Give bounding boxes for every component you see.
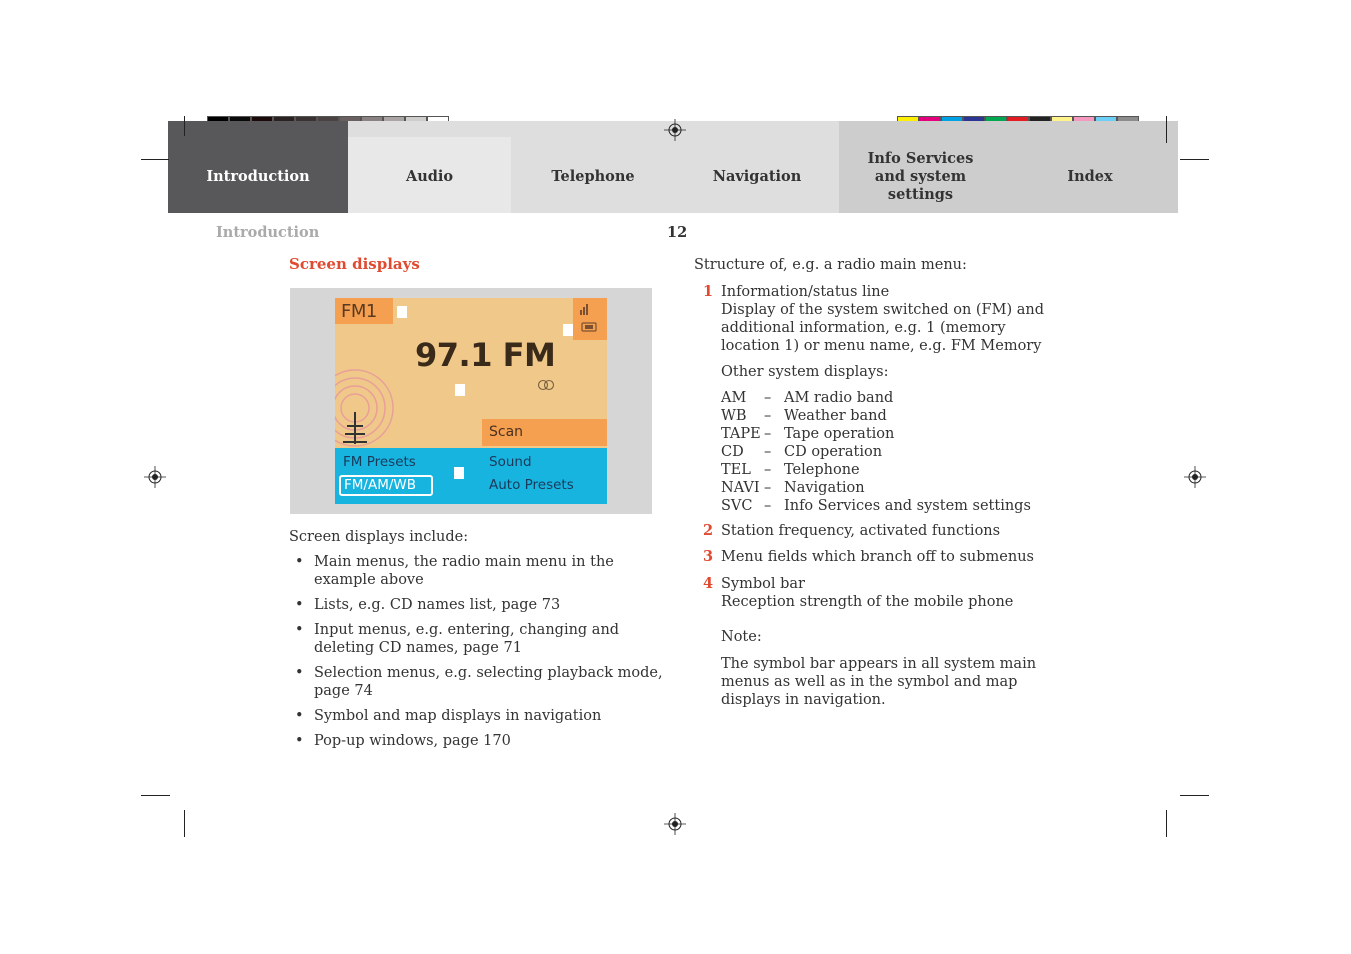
note-label: Note:: [721, 629, 762, 645]
fm-presets-label[interactable]: FM Presets: [343, 454, 416, 470]
screen-displays-list: [289, 553, 669, 757]
system-code: TAPE: [721, 426, 761, 442]
item-3-title: Menu fields which branch off to submenus: [721, 549, 1034, 565]
list-item: • Input menus, e.g. entering, changing and deleting CD names, page 71: [289, 621, 669, 657]
note-text: The symbol bar appears in all system main menus as well as in the symbol and map displays in navigation.: [721, 656, 1037, 708]
callout-marker-4: [563, 324, 573, 336]
system-description: AM radio band: [784, 390, 894, 406]
page-number: 12: [667, 224, 688, 241]
structure-intro: Structure of, e.g. a radio main menu:: [694, 257, 967, 273]
system-code: TEL: [721, 462, 751, 478]
system-code: CD: [721, 444, 744, 460]
tab-telephone-label: Telephone: [551, 168, 635, 185]
list-item: • Symbol and map displays in navigation: [289, 707, 669, 725]
separator-dash: –: [764, 390, 772, 406]
item-number: 1: [703, 283, 714, 300]
separator-dash: –: [764, 498, 772, 514]
phone-icon: [581, 322, 597, 332]
tab-introduction-label: Introduction: [206, 168, 310, 185]
crop-mark: [184, 116, 185, 136]
system-code: NAVI: [721, 480, 760, 496]
tab-introduction[interactable]: [168, 137, 348, 213]
separator-dash: –: [764, 462, 772, 478]
tab-info-services[interactable]: [839, 137, 1002, 213]
tab-navigation-label: Navigation: [712, 168, 802, 185]
crop-mark: [1180, 159, 1209, 160]
crop-mark: [141, 795, 170, 796]
separator-dash: –: [764, 426, 772, 442]
item-4-description: Reception strength of the mobile phone: [721, 594, 1014, 610]
tab-bar-right-top: [839, 121, 1178, 137]
registration-mark-icon: [664, 813, 686, 835]
station-frequency: 97.1 FM: [415, 336, 556, 374]
status-band-label: FM1: [341, 301, 377, 322]
system-description: CD operation: [784, 444, 883, 460]
item-number: 3: [703, 548, 714, 565]
auto-presets-label[interactable]: Auto Presets: [489, 477, 574, 493]
callout-marker-3: [454, 467, 464, 479]
callout-marker-1: [397, 306, 407, 318]
list-item: [721, 425, 1061, 443]
crop-mark: [1180, 795, 1209, 796]
system-description: Weather band: [784, 408, 887, 424]
item-1-description: Display of the system switched on (FM) and additional information, e.g. 1 (memory location 1) or menu name, e.g. FM Memory: [721, 302, 1044, 354]
crop-mark: [184, 810, 185, 837]
list-item: • Selection menus, e.g. selecting playback mode, page 74: [289, 664, 669, 700]
tab-navigation[interactable]: [675, 137, 839, 213]
list-item: [721, 461, 1061, 479]
list-item: [721, 443, 1061, 461]
fm-am-wb-label: FM/AM/WB: [344, 477, 417, 493]
system-code: WB: [721, 408, 747, 424]
section-heading: Screen displays: [289, 255, 420, 273]
system-code: SVC: [721, 498, 753, 514]
crop-mark: [141, 159, 169, 160]
list-item: [721, 389, 1061, 407]
stereo-icon: [537, 379, 555, 391]
tab-info-services-label: Info Services and system settings: [867, 150, 974, 203]
list-item: [721, 497, 1061, 515]
signal-strength-icon: [579, 301, 591, 317]
item-4-title: Symbol bar: [721, 576, 805, 592]
system-description: Info Services and system settings: [784, 498, 1031, 514]
tab-index-label: Index: [1067, 168, 1113, 185]
system-description: Telephone: [784, 462, 860, 478]
tab-index[interactable]: [1002, 137, 1178, 213]
tab-audio[interactable]: [348, 137, 511, 213]
item-number: 2: [703, 522, 714, 539]
list-item: [721, 479, 1061, 497]
separator-dash: –: [764, 408, 772, 424]
system-displays-list: [721, 389, 1061, 515]
callout-marker-2: [455, 384, 465, 396]
scan-label: Scan: [489, 424, 524, 440]
tab-audio-label: Audio: [405, 168, 454, 185]
registration-mark-icon: [144, 466, 166, 488]
tab-bar-active-top: [168, 121, 348, 137]
antenna-waves-icon: [335, 368, 399, 450]
registration-mark-icon: [1184, 466, 1206, 488]
crop-mark: [1166, 116, 1167, 143]
system-description: Navigation: [784, 480, 865, 496]
screen-displays-intro: Screen displays include:: [289, 529, 469, 545]
breadcrumb: Introduction: [216, 224, 320, 241]
crop-mark: [1166, 810, 1167, 837]
list-item: • Pop-up windows, page 170: [289, 732, 669, 750]
list-item: • Main menus, the radio main menu in the example above: [289, 553, 669, 589]
list-item: • Lists, e.g. CD names list, page 73: [289, 596, 669, 614]
system-code: AM: [721, 390, 747, 406]
list-item: [721, 407, 1061, 425]
separator-dash: –: [764, 480, 772, 496]
item-number: 4: [703, 575, 714, 592]
item-2-title: Station frequency, activated functions: [721, 523, 1001, 539]
tab-telephone[interactable]: [511, 137, 675, 213]
sound-label[interactable]: Sound: [489, 454, 532, 470]
registration-mark-icon: [664, 119, 686, 141]
item-1-title: Information/status line: [721, 284, 890, 300]
system-description: Tape operation: [784, 426, 895, 442]
other-systems-label: Other system displays:: [721, 364, 889, 380]
separator-dash: –: [764, 444, 772, 460]
